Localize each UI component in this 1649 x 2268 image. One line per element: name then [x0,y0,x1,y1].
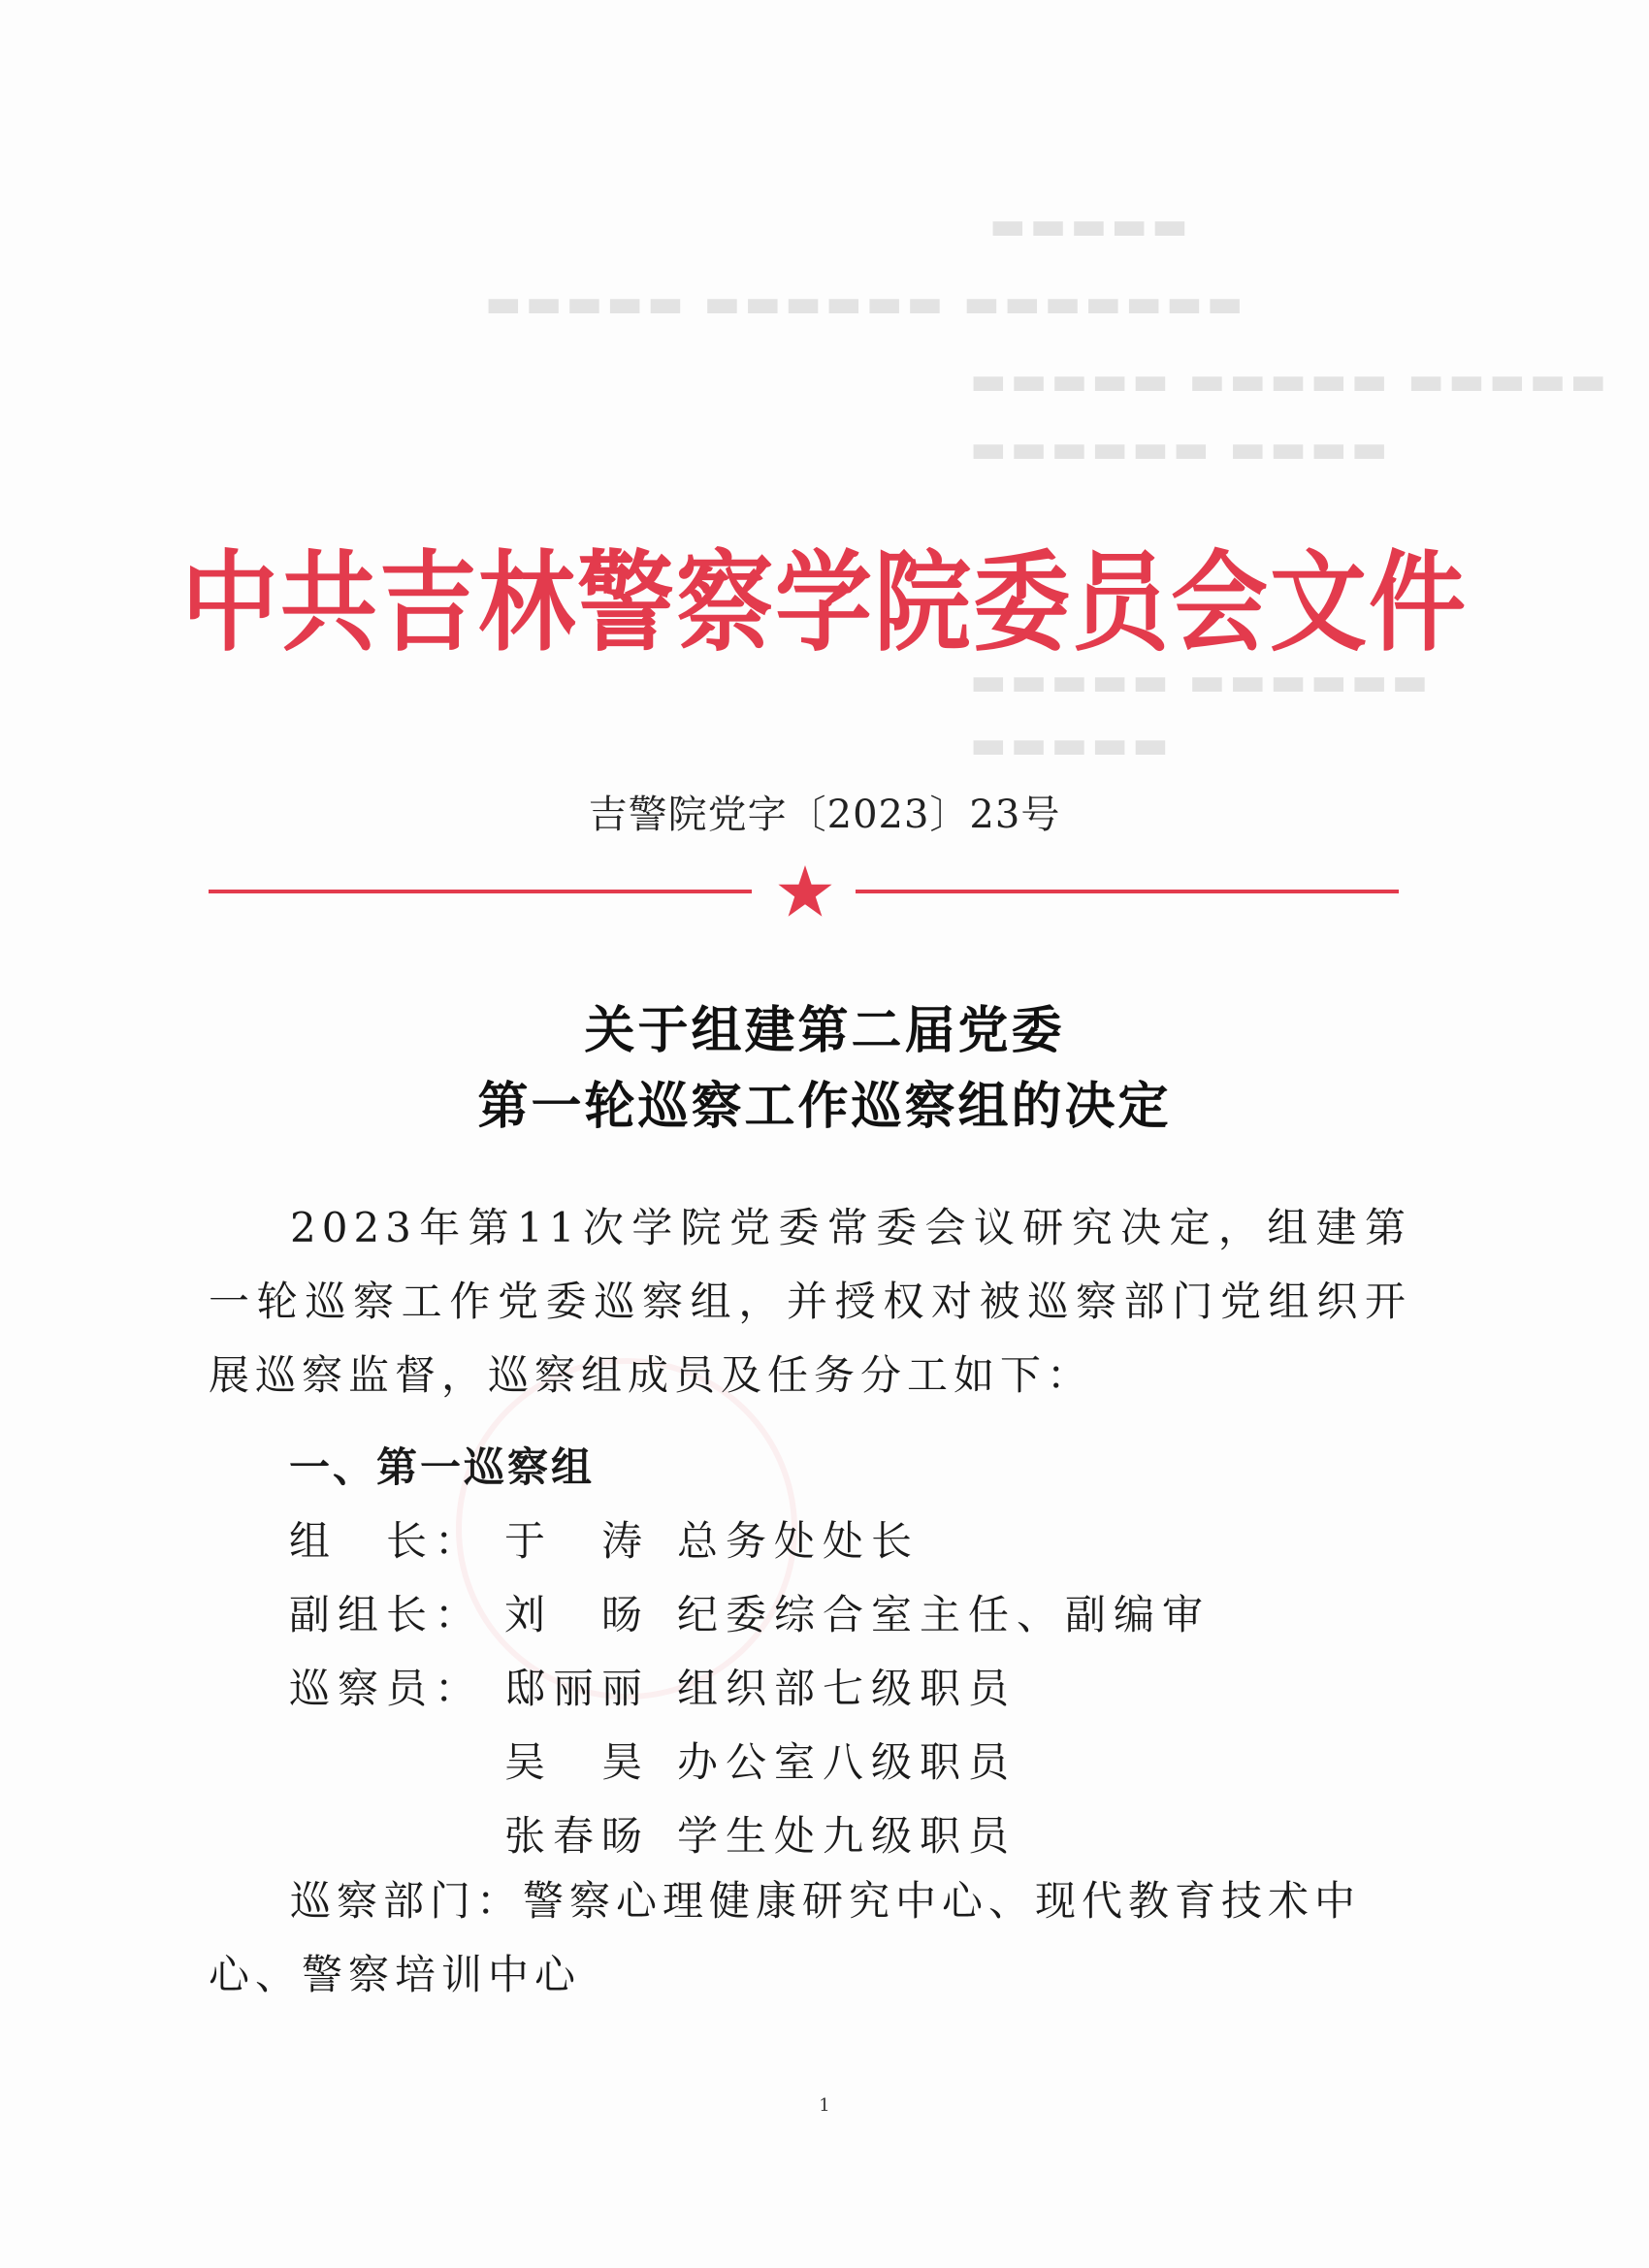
member-role: 组 长： [289,1517,484,1565]
document-number: 吉警院党字〔2023〕23号 [588,793,1061,837]
red-divider-left [209,890,752,893]
member-name: 邸丽丽 [504,1665,651,1712]
bleed-through-text: ▬▬▬▬▬ [989,204,1192,248]
bleed-through-text: ▬▬▬▬▬ ▬▬▬▬▬▬ [970,660,1433,704]
section-heading: 一、第一巡察组 [289,1443,596,1491]
member-position: 学生处九级职员 [677,1812,1018,1860]
intro-paragraph: 2023年第11次学院党委常委会议研究决定，组建第一轮巡察工作党委巡察组，并授权对被巡察部门党组织开展巡察监督，巡察组成员及任务分工如下： [209,1204,1411,1399]
bleed-through-text: ▬▬▬▬▬ ▬▬▬▬▬▬ ▬▬▬▬▬▬▬ [485,281,1247,326]
page-number: 1 [819,2095,830,2116]
bleed-through-text: ▬▬▬▬▬ [970,723,1173,767]
star-icon [776,862,834,921]
inspected-departments: 巡察部门：警察心理健康研究中心、现代教育技术中心、警察培训中心 [209,1877,1362,1998]
member-position: 组织部七级职员 [677,1665,1018,1712]
member-position: 纪委综合室主任、副编审 [677,1591,1212,1638]
document-title-line-1: 关于组建第二届党委 [584,1002,1065,1060]
member-role: 巡察员： [289,1665,484,1712]
member-name: 刘 旸 [504,1591,651,1638]
bleed-through-text: ▬▬▬▬▬▬ ▬▬▬▬ [970,427,1392,471]
member-name: 于 涛 [504,1517,651,1565]
document-header-title: 中共吉林警察学院委员会文件 [181,539,1468,667]
member-role: 副组长： [289,1591,484,1638]
red-divider-right [856,890,1399,893]
document-title-line-2: 第一轮巡察工作巡察组的决定 [477,1078,1172,1136]
member-position: 总务处处长 [677,1517,921,1565]
member-row [289,1657,1017,1715]
member-name: 吴 昊 [504,1738,651,1786]
member-row [289,1731,1017,1789]
member-row [289,1804,1017,1863]
member-row [289,1509,920,1568]
member-position: 办公室八级职员 [677,1738,1018,1786]
member-row [289,1583,1211,1641]
member-name: 张春旸 [504,1812,651,1860]
bleed-through-text: ▬▬▬▬▬ ▬▬▬▬▬ ▬▬▬▬▬ [970,359,1611,404]
